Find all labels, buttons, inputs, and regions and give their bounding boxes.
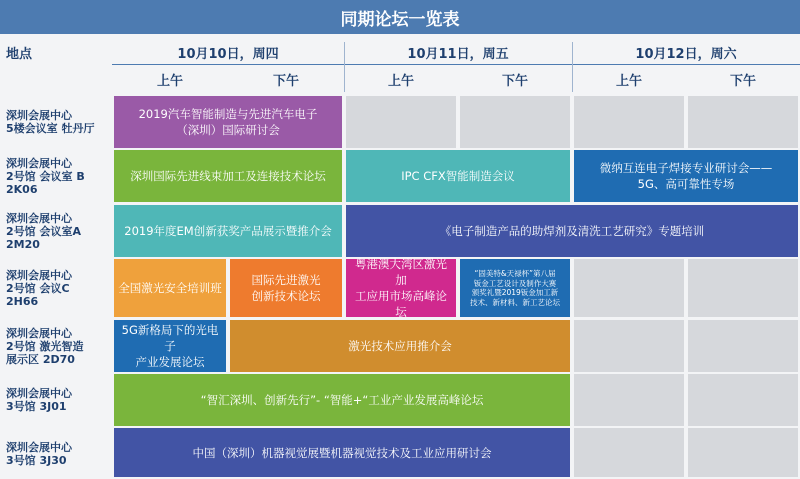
empty-slot	[346, 96, 456, 148]
location-header: 地点	[6, 46, 33, 62]
day-header-oct10: 10月10日，周四	[177, 46, 279, 62]
venue-label: 深圳会展中心 2号馆 会议C 2H66	[6, 268, 72, 308]
pm-header: 下午	[501, 73, 528, 89]
venue-label: 深圳会展中心 2号馆 会议室A 2M20	[6, 211, 81, 251]
venue-label: 深圳会展中心 2号馆 激光智造 展示区 2D70	[6, 326, 84, 366]
pm-header: 下午	[729, 73, 756, 89]
table-title: 同期论坛一览表	[0, 0, 800, 34]
empty-slot	[688, 96, 798, 148]
column-divider	[344, 42, 345, 92]
event-cell: 全国激光安全培训班	[114, 259, 226, 317]
event-cell: 5G新格局下的光电子 产业发展论坛	[114, 320, 226, 372]
am-header: 上午	[387, 73, 414, 89]
event-cell: IPC CFX智能制造会议	[346, 150, 570, 202]
empty-slot	[574, 374, 684, 426]
header-divider	[112, 64, 800, 65]
empty-slot	[688, 320, 798, 372]
empty-slot	[574, 428, 684, 477]
venue-label: 深圳会展中心 3号馆 3J01	[6, 387, 72, 413]
empty-slot	[688, 374, 798, 426]
empty-slot	[460, 96, 570, 148]
empty-slot	[574, 96, 684, 148]
am-header: 上午	[615, 73, 642, 89]
venue-label: 深圳会展中心 3号馆 3J30	[6, 440, 72, 467]
column-divider	[572, 42, 573, 92]
day-header-oct11: 10月11日，周五	[407, 46, 509, 62]
event-cell: “固美特&天禄杯”第八届 钣金工艺设计及制作大赛 颁奖礼暨2019钣金加工新 技术、新材料、新工艺论坛	[460, 259, 570, 317]
event-cell: 2019汽车智能制造与先进汽车电子 （深圳）国际研讨会	[114, 96, 342, 148]
event-cell: 国际先进激光 创新技术论坛	[230, 259, 342, 317]
event-cell: 粤港澳大湾区激光加 工应用市场高峰论坛	[346, 259, 456, 317]
pm-header: 下午	[272, 73, 299, 89]
event-cell: 微纳互连电子焊接专业研讨会—— 5G、高可靠性专场	[574, 150, 798, 202]
empty-slot	[688, 259, 798, 317]
empty-slot	[574, 320, 684, 372]
day-header-oct12: 10月12日，周六	[635, 46, 737, 62]
event-cell: 深圳国际先进线束加工及连接技术论坛	[114, 150, 342, 202]
event-cell: 2019年度EM创新获奖产品展示暨推介会	[114, 205, 342, 257]
am-header: 上午	[156, 73, 183, 89]
venue-label: 深圳会展中心 2号馆 会议室 B 2K06	[6, 156, 85, 196]
empty-slot	[574, 259, 684, 317]
event-cell: 中国（深圳）机器视觉展暨机器视觉技术及工业应用研讨会	[114, 428, 570, 477]
event-cell: 《电子制造产品的助焊剂及清洗工艺研究》专题培训	[346, 205, 798, 257]
venue-label: 深圳会展中心 5楼会议室 牡丹厅	[6, 109, 95, 135]
event-cell: “智汇深圳、创新先行”- “智能+“工业产业发展高峰论坛	[114, 374, 570, 426]
empty-slot	[688, 428, 798, 477]
event-cell: 激光技术应用推介会	[230, 320, 570, 372]
